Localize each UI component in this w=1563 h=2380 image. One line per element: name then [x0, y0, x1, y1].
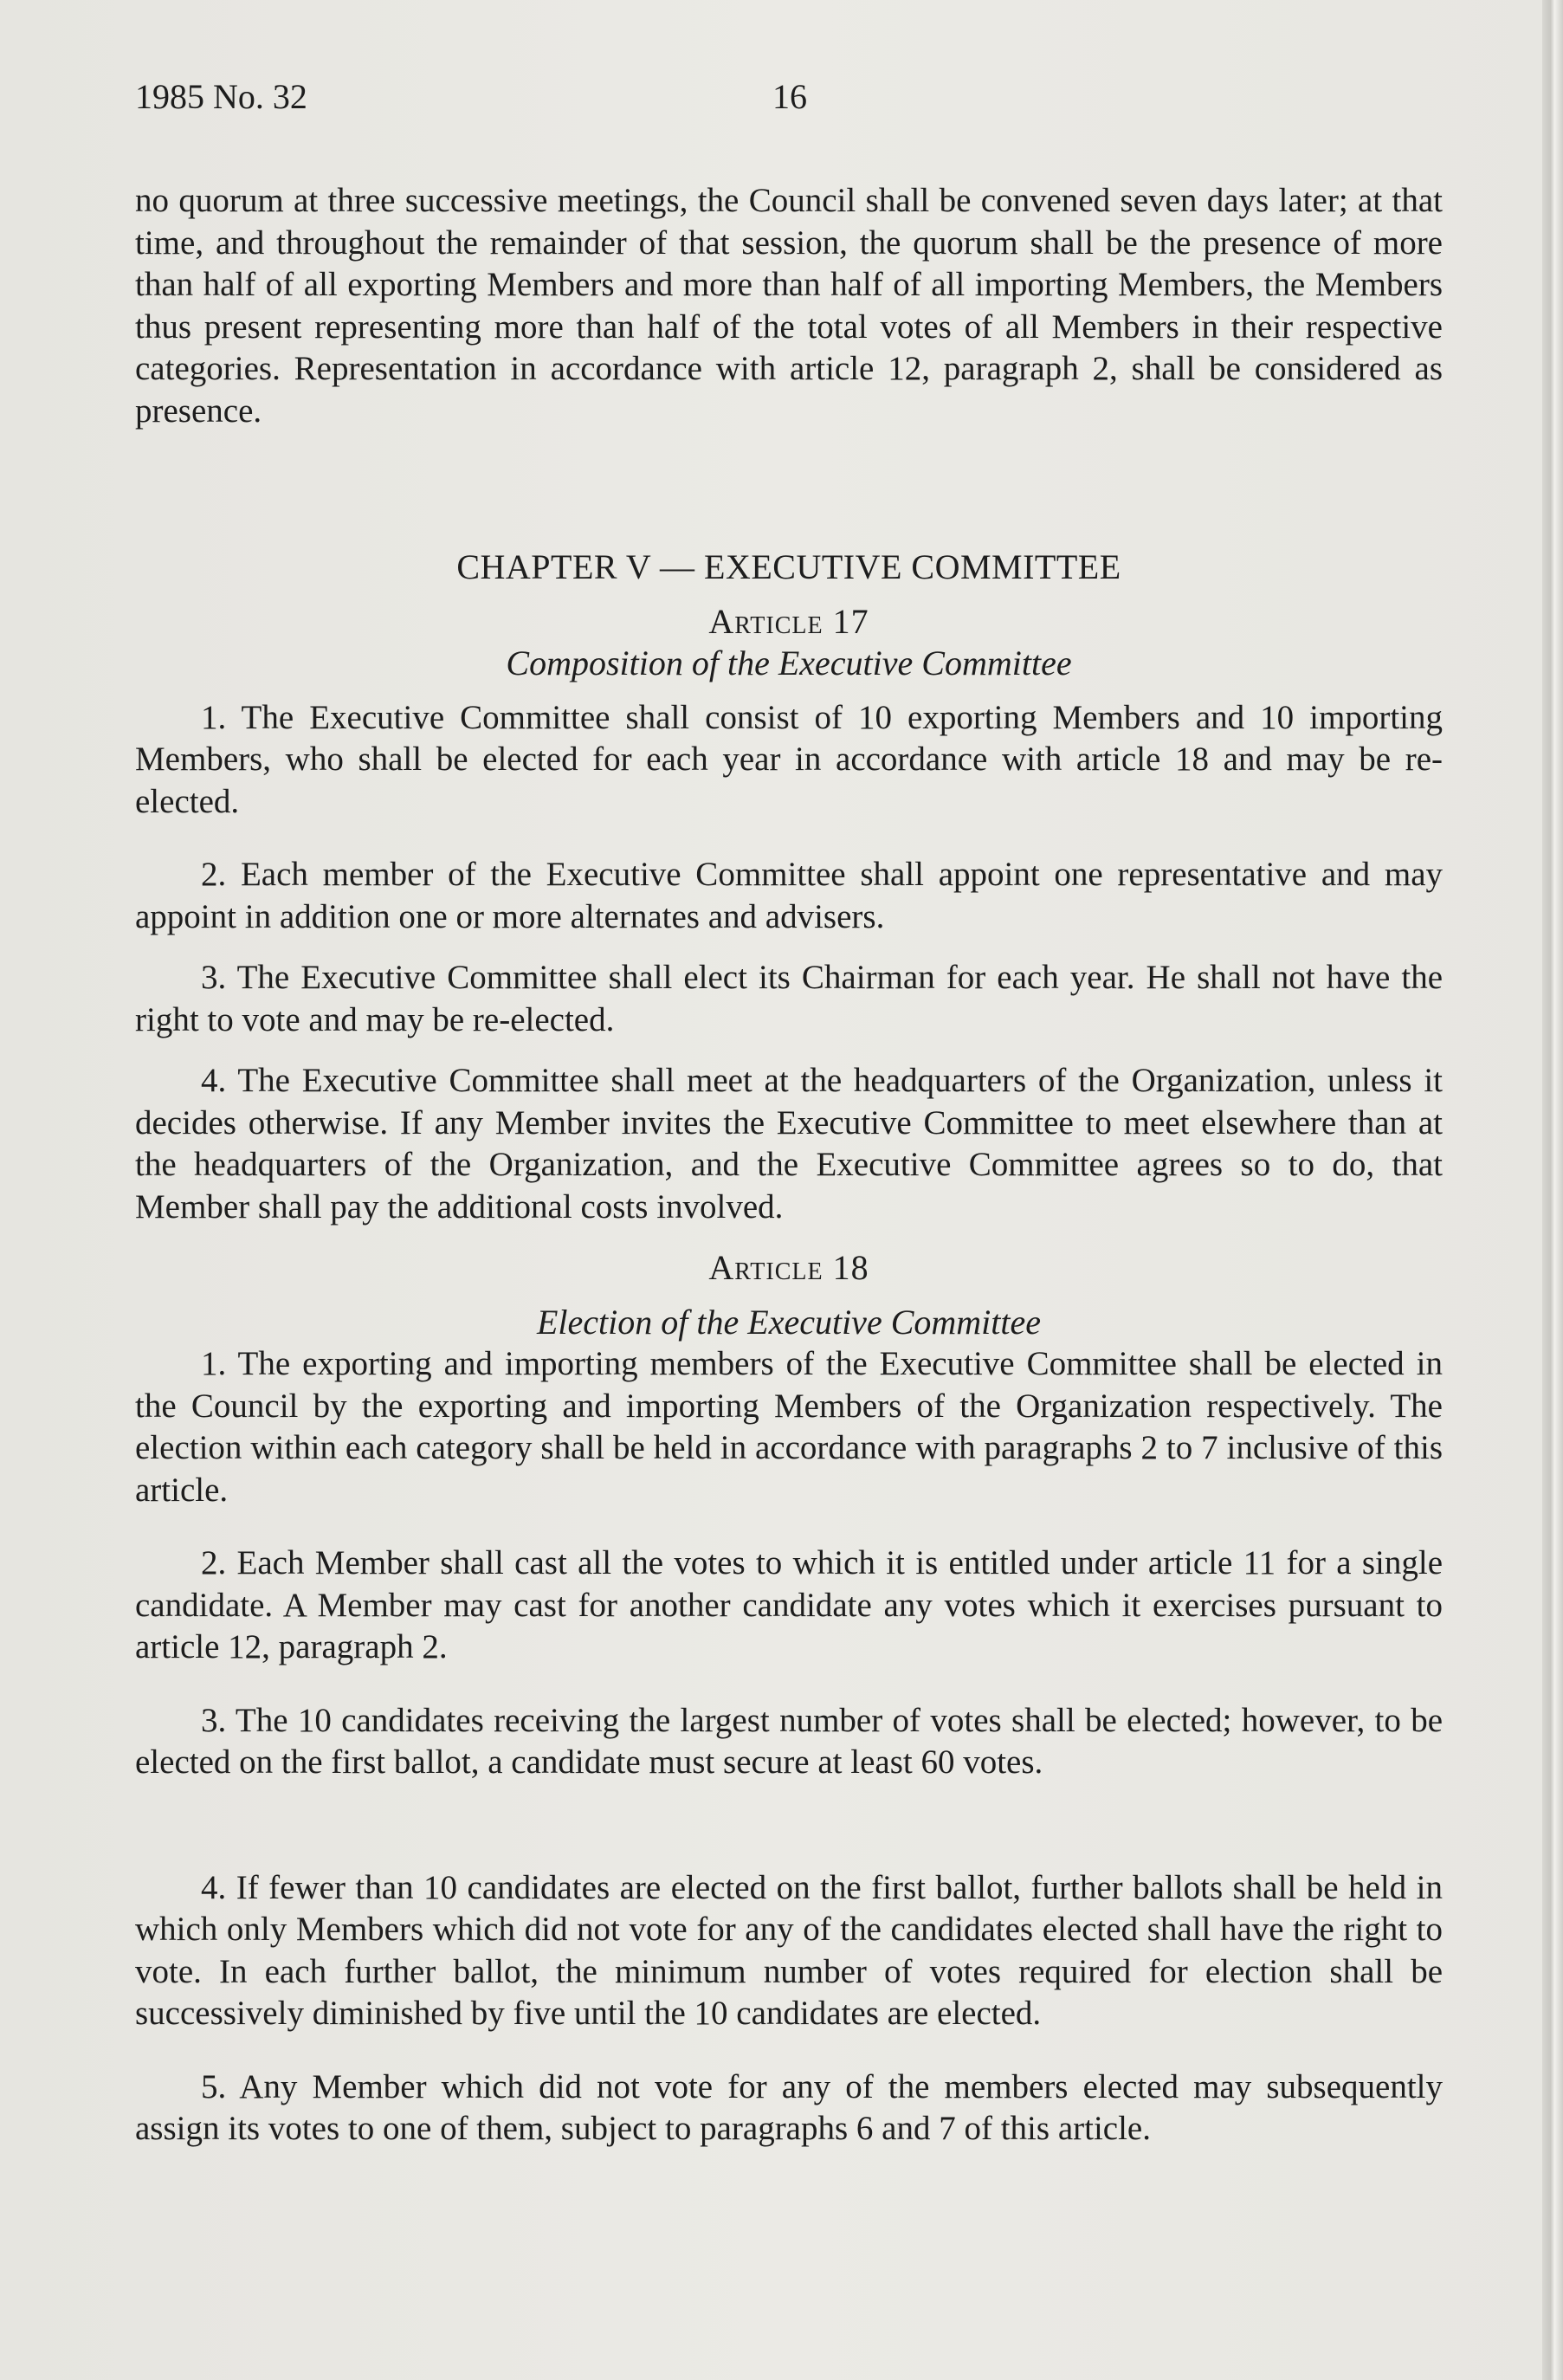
article-18-title: Election of the Executive Committee: [537, 1302, 1041, 1342]
page-spine-edge: [1542, 0, 1563, 2380]
article-18-paragraph-2: 2. Each Member shall cast all the votes to which it is entitled under article 11 for a single candidate. A Member may cast for another candidate any votes which it exercises pursuant to article 12, paragraph 2.: [135, 1544, 1443, 1665]
body-text: [135, 180, 1443, 2150]
article-18-heading: Article 18: [708, 1248, 869, 1287]
article-17-heading: Article 17: [708, 601, 869, 641]
article-18-paragraph-5: 5. Any Member which did not vote for any of the members elected may subsequently assign its votes to one of them, subject to paragraphs 6 and 7 of this article.: [135, 2067, 1443, 2147]
article-18-paragraph-4: 4. If fewer than 10 candidates are elected on the first ballot, further ballots shall be held in which only Members which did not vote for any of the candidates elected shall have the right to vote. In each further ballot, the minimum number of votes required for election shall be successively diminished by five until the 10 candidates are elected.: [135, 1868, 1443, 2032]
document-reference: 1985 No. 32: [135, 77, 307, 116]
article-17-title: Composition of the Executive Committee: [506, 644, 1072, 682]
page-number: 16: [772, 77, 807, 116]
article-17-paragraph-2: 2. Each member of the Executive Committee shall appoint one representative and may appoint in addition one or more alternates and advisers.: [135, 856, 1443, 935]
page-header: [135, 76, 1434, 128]
intro-paragraph: no quorum at three successive meetings, the Council shall be convened seven days later; at that time, and throughout the remainder of that session, the quorum shall be the presence of more than half of all exporting Members and more than half of all importing Members, the Members thus present representing more than half of the total votes of all Members in their respective categories. Representation in accordance with article 12, paragraph 2, shall be considered as presence.: [135, 182, 1443, 430]
article-17-paragraph-1: 1. The Executive Committee shall consist of 10 exporting Members and 10 importing Members, who shall be elected for each year in accordance with article 18 and may be re-elected.: [135, 698, 1443, 820]
article-17-paragraph-3: 3. The Executive Committee shall elect its Chairman for each year. He shall not have the right to vote and may be re-elected.: [135, 959, 1443, 1038]
article-17-paragraph-4: 4. The Executive Committee shall meet at the headquarters of the Organization, unless it decides otherwise. If any Member invites the Executive Committee to meet elsewhere than at the headquarters of the Organization, and the Executive Committee agrees so to do, that Member shall pay the additional costs involved.: [135, 1062, 1443, 1226]
chapter-heading: CHAPTER V — EXECUTIVE COMMITTEE: [456, 547, 1121, 586]
article-18-paragraph-1: 1. The exporting and importing members of the Executive Committee shall be elected in the Council by the exporting and importing Members of the Organization respectively. The election within each category shall be held in accordance with paragraphs 2 to 7 inclusive of this article.: [135, 1345, 1443, 1509]
article-18-paragraph-3: 3. The 10 candidates receiving the largest number of votes shall be elected; however, to be elected on the first ballot, a candidate must secure at least 60 votes.: [135, 1701, 1443, 1781]
